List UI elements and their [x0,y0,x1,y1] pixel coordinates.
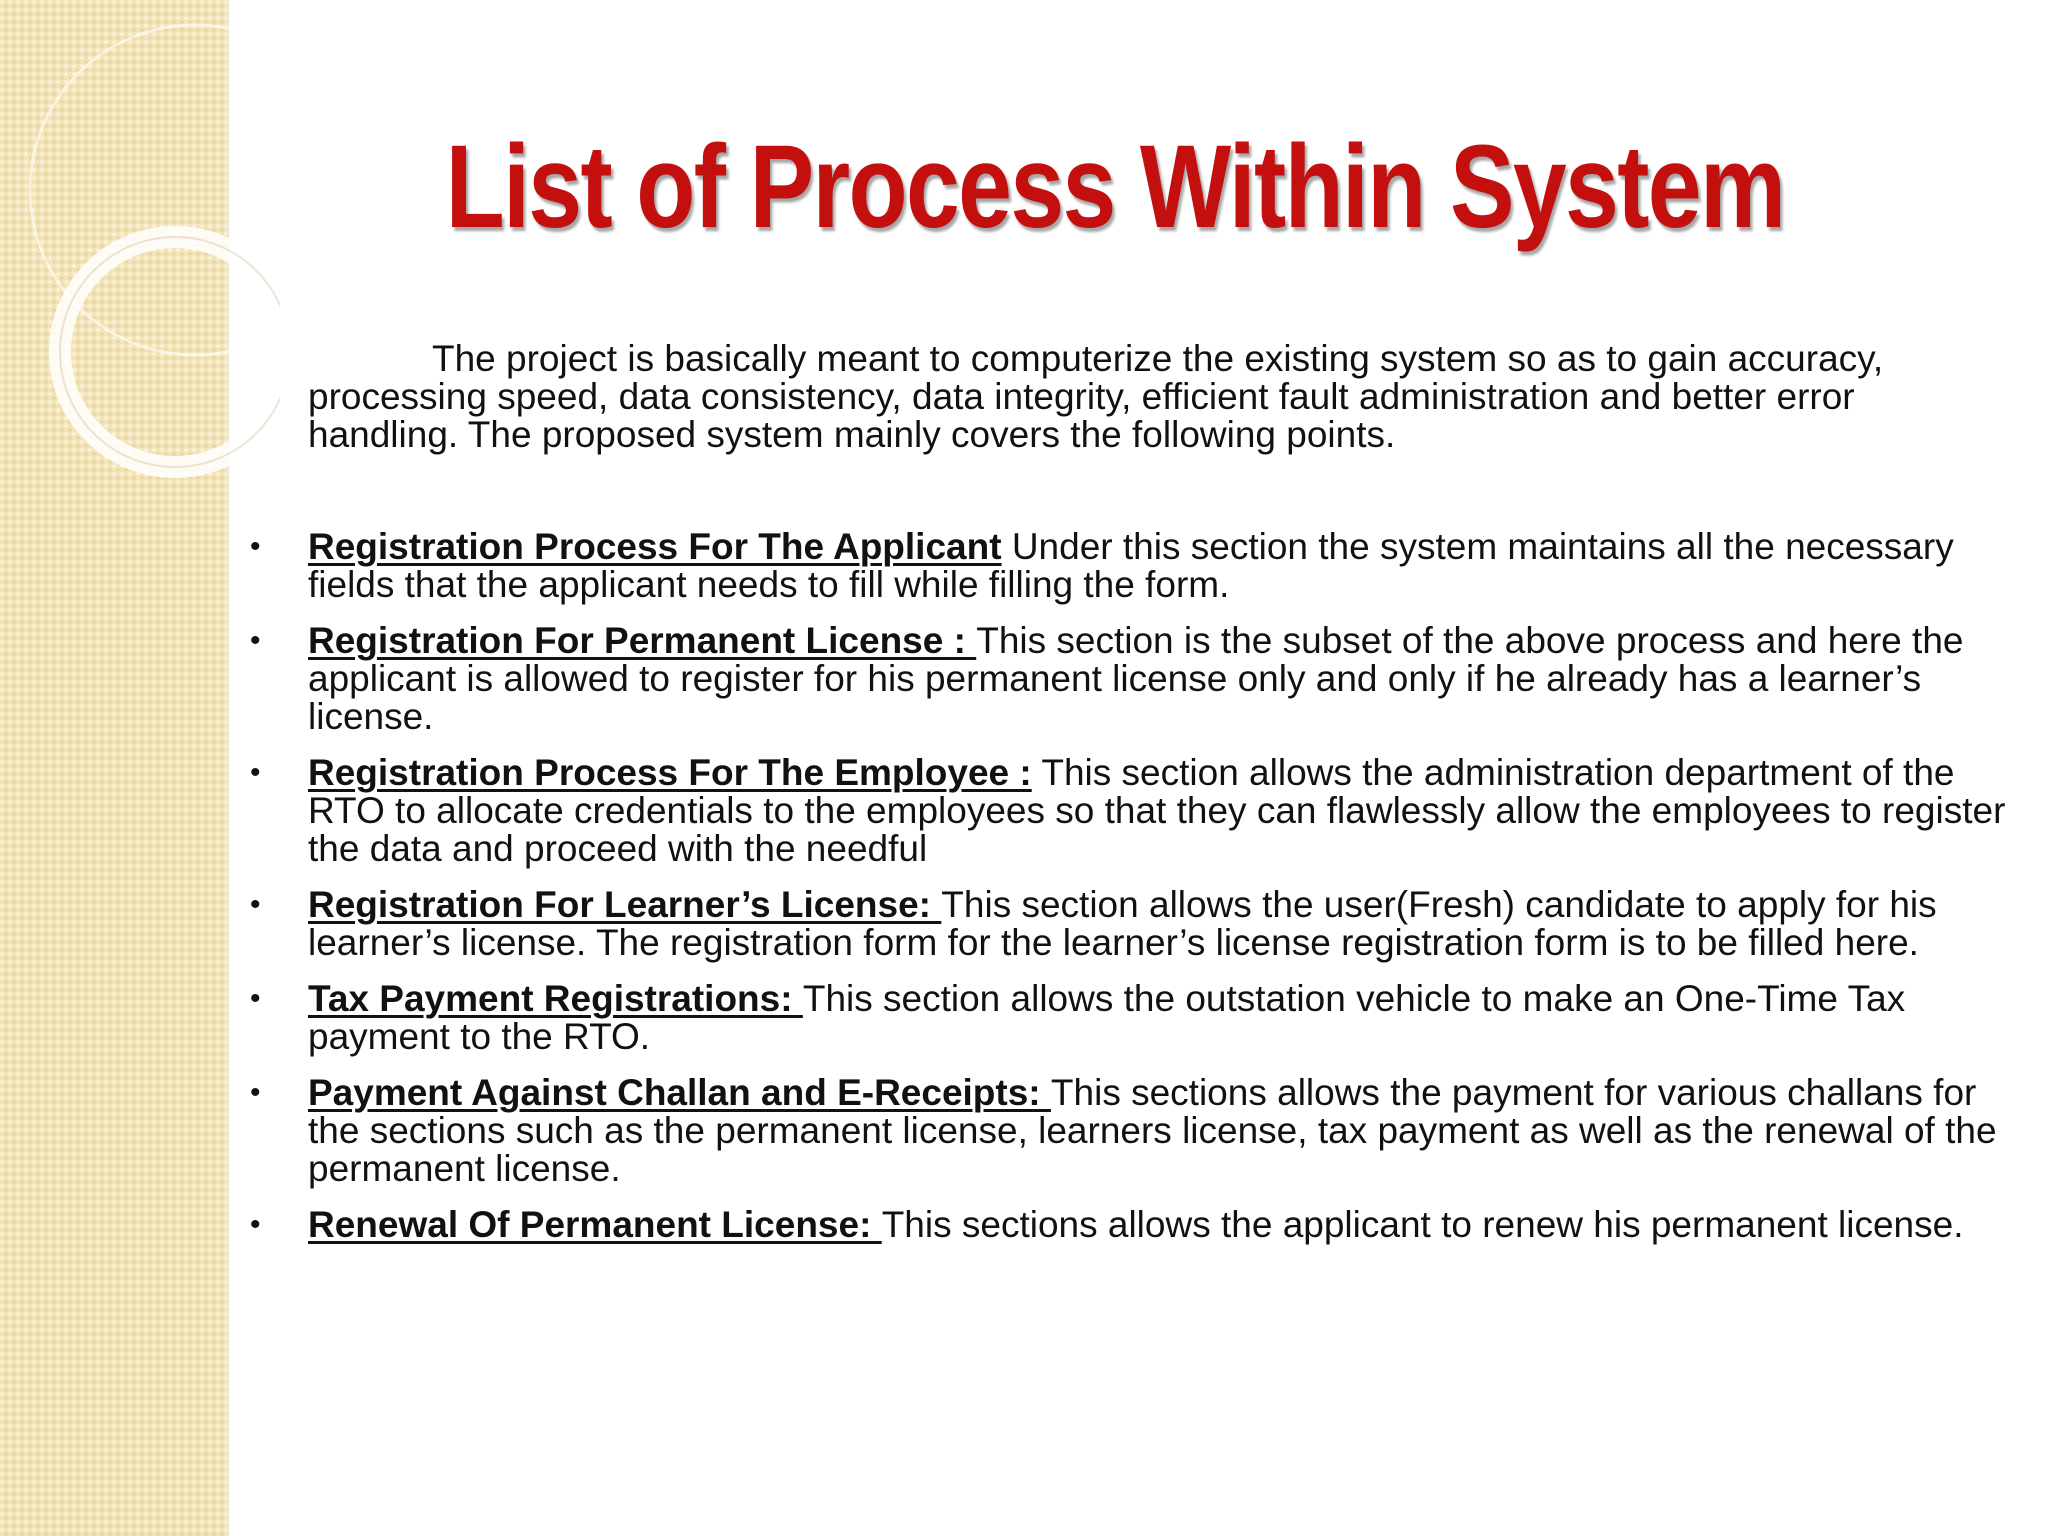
bullet: • [250,982,261,1015]
item-text: This section allows the administration department of the RTO to allocate credentials to the employees so that they can flawlessly allow the employees to register the data and proceed with the needful [308,752,2006,869]
bullet: • [250,1076,261,1109]
item-heading: Payment Against Challan and E-Receipts: [308,1072,1051,1113]
bullet: • [250,624,261,657]
intro-paragraph: The project is basically meant to computerize the existing system so as to gain accuracy, processing speed, data consistency, data integrity, efficient fault administration and better error handling. The proposed system mainly covers the following points. [308,338,1884,455]
item-text: This sections allows the applicant to renew his permanent license. [881,1204,1964,1245]
decorative-rings [0,0,280,520]
item-heading: Registration Process For The Applicant [308,526,1002,567]
item-text: Under this section the system maintains all the necessary fields that the applicant needs to fill while filling the form. [308,526,1954,605]
item-text: This sections allows the payment for various challans for the sections such as the permanent license, learners license, tax payment as well as the renewal of the permanent license. [308,1072,1997,1189]
item-heading: Renewal Of Permanent License: [308,1204,882,1245]
item-heading: Registration For Permanent License : [308,620,977,661]
list-item [250,1072,2030,1189]
list-item [250,526,2030,605]
item-heading: Tax Payment Registrations: [308,978,803,1019]
bullet: • [250,756,261,789]
item-heading: Registration For Learner’s License: [308,884,942,925]
bullet: • [250,888,261,921]
item-text: This section is the subset of the above process and here the applicant is allowed to register for his permanent license only and only if he already has a learner’s license. [308,620,1964,737]
item-text: This section allows the user(Fresh) candidate to apply for his learner’s license. The registration form for the learner’s license registration form is to be filled here. [308,884,1937,963]
item-text: This section allows the outstation vehicle to make an One-Time Tax payment to the RTO. [308,978,1906,1057]
list-item [250,620,2030,737]
list-item [250,1204,2030,1245]
slide-title: List of Process Within System [445,121,1785,253]
bullet: • [250,530,261,563]
list-item [250,884,2030,963]
list-item [250,752,2030,869]
list-item [250,978,2030,1057]
item-heading: Registration Process For The Employee : [308,752,1032,793]
process-list [250,526,2030,1262]
bullet: • [250,1208,261,1241]
